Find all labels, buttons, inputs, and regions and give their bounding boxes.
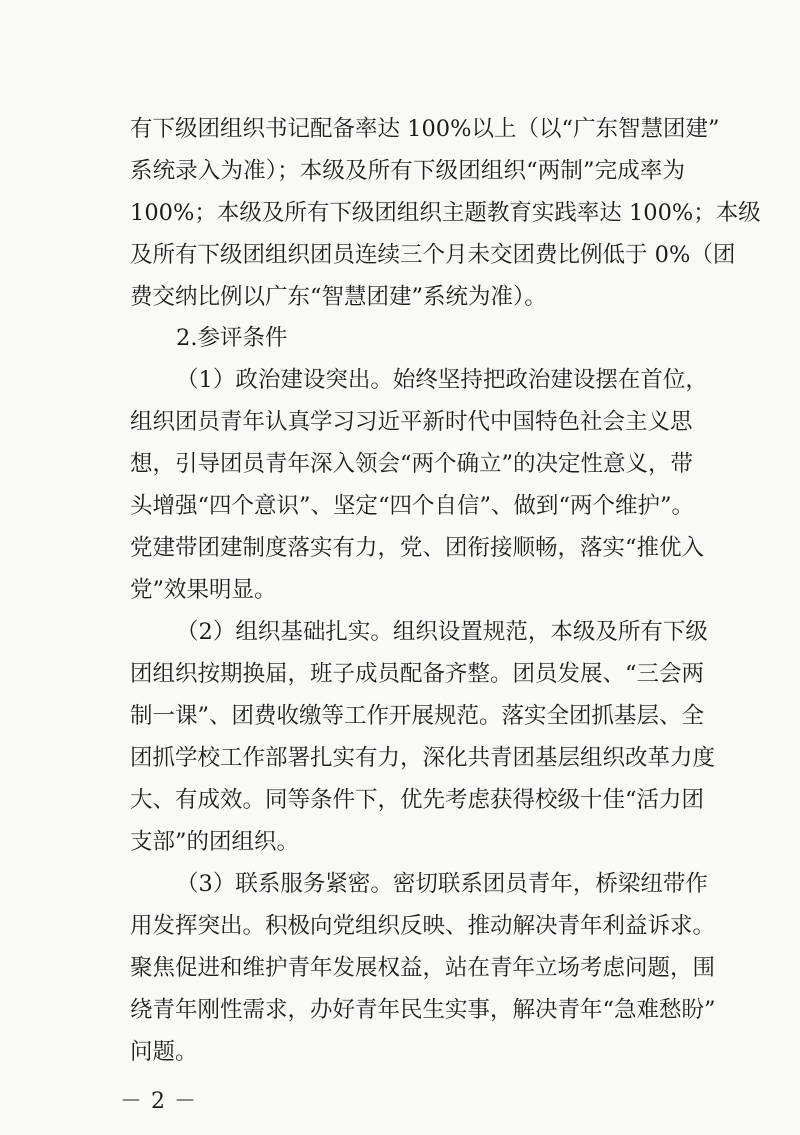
body-text-line: 绕青年刚性需求，办好青年民生实事，解决青年“急难愁盼” xyxy=(130,997,716,1023)
body-text-line: 党”效果明显。 xyxy=(130,577,277,603)
body-text-line: 用发挥突出。积极向党组织反映、推动解决青年利益诉求。 xyxy=(130,913,716,939)
paragraph-first-line: （2）组织基础扎实。组织设置规范，本级及所有下级 xyxy=(176,619,708,645)
section-heading: 2.参评条件 xyxy=(176,325,288,351)
body-text-line: 组织团员青年认真学习习近平新时代中国特色社会主义思 xyxy=(130,409,693,435)
page-number: － 2 － xyxy=(120,1089,197,1114)
body-text-line: 问题。 xyxy=(130,1039,198,1065)
body-text-line: 聚焦促进和维护青年发展权益，站在青年立场考虑问题，围 xyxy=(130,955,716,981)
body-text-line: 想，引导团员青年深入领会“两个确立”的决定性意义，带 xyxy=(130,451,694,477)
body-text-line: 头增强“四个意识”、坚定“四个自信”、做到“两个维护”。 xyxy=(130,493,695,519)
body-text-line: 党建带团建制度落实有力，党、团衔接顺畅，落实“推优入 xyxy=(130,535,705,561)
body-text-line: 团抓学校工作部署扎实有力，深化共青团基层组织改革力度 xyxy=(130,745,716,771)
body-text-line: 有下级团组织书记配备率达 100%以上（以“广东智慧团建” xyxy=(130,116,720,142)
body-text-line: 团组织按期换届，班子成员配备齐整。团员发展、“三会两 xyxy=(130,661,705,687)
body-text-line: 费交纳比例以广东“智慧团建”系统为准）。 xyxy=(130,284,547,310)
body-text-line: 100%；本级及所有下级团组织主题教育实践率达 100%；本级 xyxy=(130,200,761,226)
body-text-line: 大、有成效。同等条件下，优先考虑获得校级十佳“活力团 xyxy=(130,787,705,813)
body-text-line: 系统录入为准）；本级及所有下级团组织“两制”完成率为 xyxy=(130,158,685,184)
body-text-line: 制一课”、团费收缴等工作开展规范。落实全团抓基层、全 xyxy=(130,703,705,729)
paragraph-first-line: （3）联系服务紧密。密切联系团员青年，桥梁纽带作 xyxy=(176,871,708,897)
body-text-line: 及所有下级团组织团员连续三个月未交团费比例低于 0%（团 xyxy=(130,242,736,268)
body-text-line: 支部”的团组织。 xyxy=(130,829,300,855)
paragraph-first-line: （1）政治建设突出。始终坚持把政治建设摆在首位， xyxy=(176,367,708,393)
